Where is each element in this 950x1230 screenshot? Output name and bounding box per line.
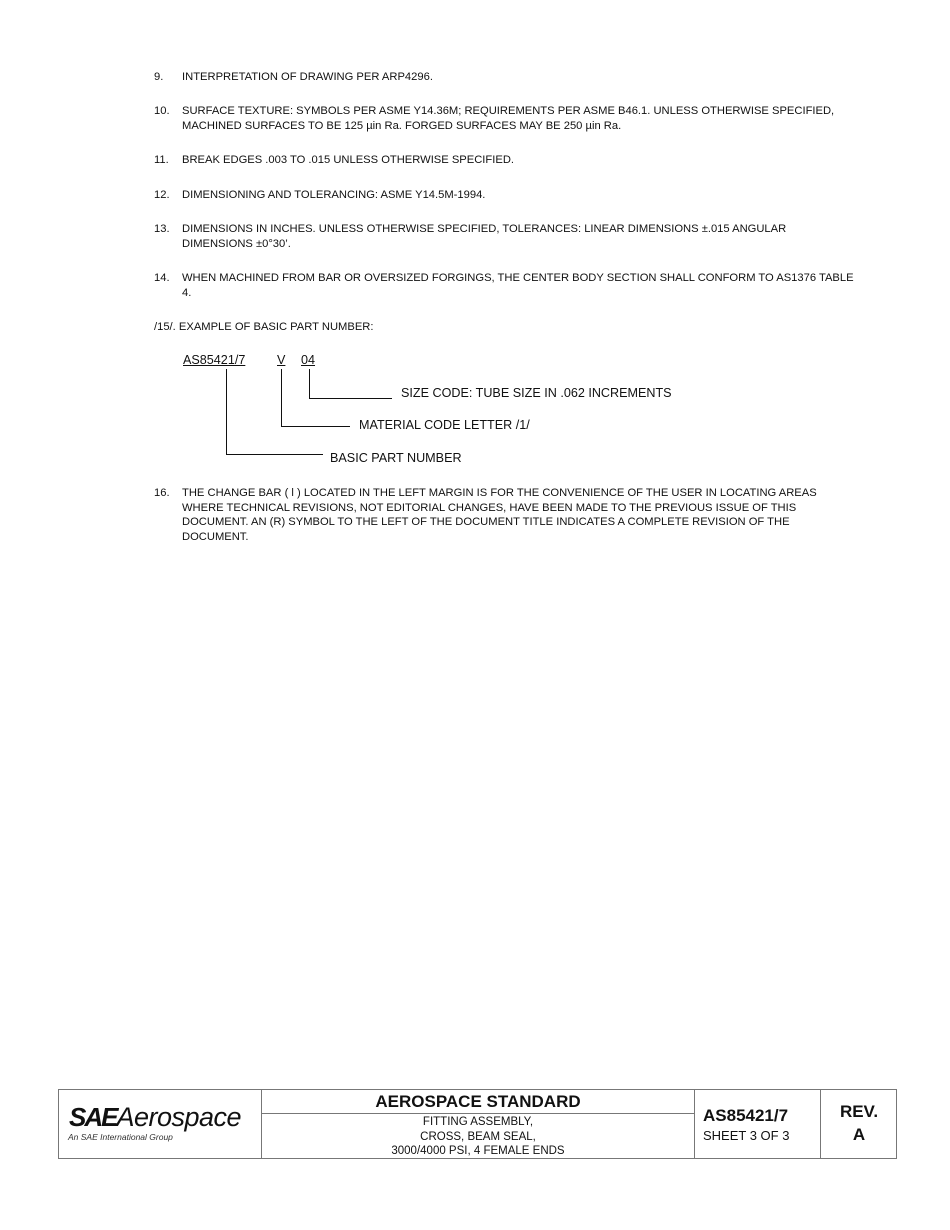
document-title	[262, 1114, 694, 1159]
note-text: EXAMPLE OF BASIC PART NUMBER:	[178, 321, 374, 333]
note-number: 9.	[154, 71, 164, 83]
note-12	[154, 188, 854, 203]
note-14	[154, 271, 854, 300]
note-13	[154, 222, 854, 251]
document-number-cell	[695, 1090, 821, 1158]
revision-cell	[821, 1090, 897, 1158]
size-code-label: SIZE CODE: TUBE SIZE IN .062 INCREMENTS	[401, 386, 672, 400]
basic-part-number-label: BASIC PART NUMBER	[330, 451, 462, 465]
note-text: INTERPRETATION OF DRAWING PER ARP4296.	[182, 71, 433, 83]
title-line: 3000/4000 PSI, 4 FEMALE ENDS	[391, 1145, 565, 1157]
note-10	[154, 104, 854, 133]
note-number: /15/.	[154, 321, 176, 333]
note-text: DIMENSIONS IN INCHES. UNLESS OTHERWISE SPECIFIED, TOLERANCES: LINEAR DIMENSIONS ±.015 ANGULAR DIMENSIONS ±0°30’.	[182, 223, 787, 250]
size-leader-horizontal	[309, 398, 392, 399]
note-number: 12.	[154, 189, 170, 201]
title-block	[58, 1089, 897, 1159]
note-11	[154, 153, 854, 168]
material-leader-vertical	[281, 369, 282, 427]
title-line: FITTING ASSEMBLY,	[422, 1116, 534, 1128]
sheet-number: SHEET 3 OF 3	[703, 1128, 790, 1143]
sae-aerospace-logo	[69, 1102, 241, 1132]
basic-part-number: AS85421/7	[183, 353, 246, 367]
title-cell	[262, 1090, 695, 1158]
note-number: 10.	[154, 105, 170, 117]
standard-heading: AEROSPACE STANDARD	[262, 1090, 694, 1114]
note-9	[154, 70, 854, 85]
size-leader-vertical	[309, 369, 310, 399]
note-number: 11.	[154, 154, 169, 166]
logo-brand: SAE	[69, 1102, 117, 1132]
note-text: DIMENSIONING AND TOLERANCING: ASME Y14.5M-1994.	[182, 189, 486, 201]
basic-leader-vertical	[226, 369, 227, 455]
note-text: BREAK EDGES .003 TO .015 UNLESS OTHERWISE SPECIFIED.	[182, 154, 515, 166]
title-line: CROSS, BEAM SEAL,	[420, 1130, 536, 1143]
note-number: 16.	[154, 487, 170, 499]
logo-cell	[59, 1090, 262, 1158]
material-code: V	[277, 353, 286, 367]
revision-label: REV.	[839, 1102, 879, 1121]
note-text: SURFACE TEXTURE: SYMBOLS PER ASME Y14.36M; REQUIREMENTS PER ASME B46.1. UNLESS OTHERWISE SPECIFIED, MACHINED SURFACES TO BE 125 µin Ra. FORGED SURFACES MAY BE 250 µin Ra.	[182, 105, 835, 132]
document-number: AS85421/7	[703, 1106, 789, 1125]
note-16	[154, 486, 854, 544]
basic-leader-horizontal	[226, 454, 323, 455]
material-code-label: MATERIAL CODE LETTER /1/	[359, 418, 530, 432]
revision-value: A	[852, 1125, 866, 1144]
note-number: 13.	[154, 223, 170, 235]
note-15	[154, 320, 854, 335]
note-number: 14.	[154, 272, 170, 284]
logo-tagline: An SAE International Group	[68, 1132, 173, 1142]
note-text: THE CHANGE BAR ( l ) LOCATED IN THE LEFT MARGIN IS FOR THE CONVENIENCE OF THE USER IN LOCATING AREAS WHERE TECHNICAL REVISIONS, NOT EDITORIAL CHANGES, HAVE BEEN MADE TO THE PREVIOUS ISSUE OF THIS DOCUMENT. AN (R) SYMBOL TO THE LEFT OF THE DOCUMENT TITLE INDICATES A COMPLETE REVISION OF THE DOCUMENT.	[182, 487, 817, 543]
material-leader-horizontal	[281, 426, 350, 427]
note-text: WHEN MACHINED FROM BAR OR OVERSIZED FORGINGS, THE CENTER BODY SECTION SHALL CONFORM TO AS1376 TABLE 4.	[182, 272, 854, 299]
logo-name: Aerospace	[116, 1102, 242, 1132]
size-code: 04	[301, 353, 316, 367]
